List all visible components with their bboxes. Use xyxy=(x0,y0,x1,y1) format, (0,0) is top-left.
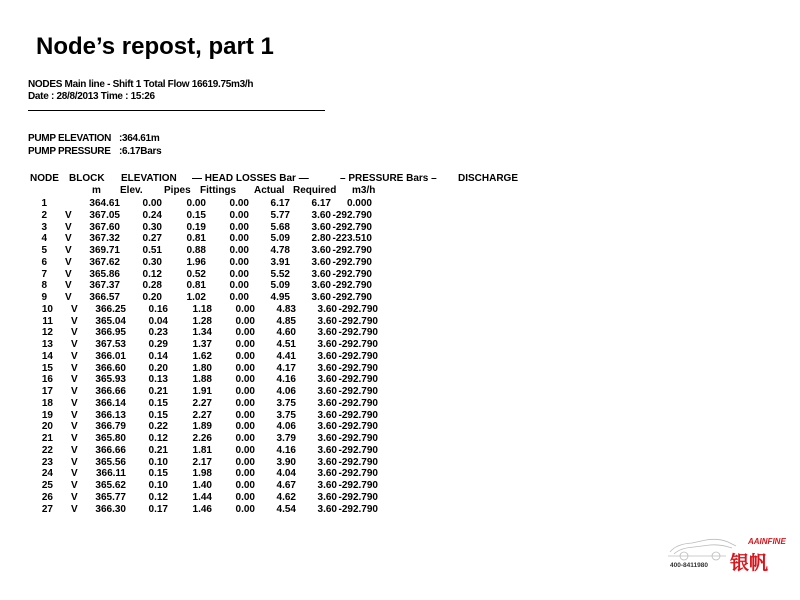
cell-discharge: -292.790 xyxy=(332,268,372,280)
cell-pipes-loss: 2.17 xyxy=(192,456,212,468)
cell-actual-pressure: 4.16 xyxy=(276,444,296,456)
table-row xyxy=(0,480,800,492)
cell-required-pressure: 3.60 xyxy=(311,280,331,292)
cell-actual-pressure: 4.54 xyxy=(276,503,296,515)
pump-pressure-value: :6.17Bars xyxy=(119,146,162,157)
cell-actual-pressure: 4.06 xyxy=(276,421,296,433)
cell-block: V xyxy=(65,221,72,233)
cell-node: 12 xyxy=(41,327,53,339)
cell-actual-pressure: 4.17 xyxy=(276,362,296,374)
cell-pipes-loss: 1.88 xyxy=(192,374,212,386)
cell-discharge: -223.510 xyxy=(332,233,372,245)
chinese-brand-text: 银帆 xyxy=(730,552,769,572)
cell-elev-loss: 0.28 xyxy=(142,280,162,292)
cell-elevation: 367.05 xyxy=(89,209,120,221)
cell-pipes-loss: 1.02 xyxy=(186,292,206,303)
cell-node: 4 xyxy=(41,233,47,245)
cell-block: V xyxy=(71,362,78,374)
cell-pipes-loss: 2.27 xyxy=(192,409,212,421)
cell-block: V xyxy=(71,456,78,468)
cell-required-pressure: 3.60 xyxy=(317,397,337,409)
cell-block: V xyxy=(65,209,72,221)
cell-elevation: 365.93 xyxy=(95,374,126,386)
col-m-unit: m xyxy=(92,185,101,196)
cell-block: V xyxy=(71,327,78,339)
cell-elevation: 365.80 xyxy=(95,433,126,444)
cell-pipes-loss: 1.34 xyxy=(192,327,212,339)
cell-elev-loss: 0.15 xyxy=(148,409,168,421)
cell-pipes-loss: 1.18 xyxy=(192,303,212,315)
col-actual-header: Actual xyxy=(254,185,285,196)
page-title: Node’s repost, part 1 xyxy=(36,33,274,60)
cell-elevation: 366.01 xyxy=(95,350,126,362)
node-table xyxy=(0,198,800,515)
table-row xyxy=(0,504,800,516)
cell-elev-loss: 0.27 xyxy=(142,233,162,245)
cell-required-pressure: 6.17 xyxy=(311,198,331,209)
table-row xyxy=(0,222,800,234)
cell-block: V xyxy=(71,339,78,350)
cell-block: V xyxy=(71,409,78,421)
cell-pipes-loss: 0.52 xyxy=(186,268,206,280)
cell-node: 15 xyxy=(41,362,53,374)
cell-required-pressure: 3.60 xyxy=(311,268,331,280)
cell-discharge: -292.790 xyxy=(332,209,372,221)
cell-fittings-loss: 0.00 xyxy=(229,256,249,268)
cell-elevation: 366.66 xyxy=(95,444,126,456)
cell-elevation: 365.77 xyxy=(95,491,126,503)
table-row xyxy=(0,292,800,304)
cell-discharge: -292.790 xyxy=(338,433,378,444)
cell-elevation: 367.53 xyxy=(95,339,126,350)
cell-elevation: 369.71 xyxy=(89,245,120,256)
cell-actual-pressure: 4.85 xyxy=(276,315,296,327)
cell-discharge: -292.790 xyxy=(338,503,378,515)
cell-discharge: -292.790 xyxy=(338,409,378,421)
cell-elevation: 366.60 xyxy=(95,362,126,374)
cell-actual-pressure: 4.16 xyxy=(276,374,296,386)
cell-required-pressure: 3.60 xyxy=(317,339,337,350)
table-row xyxy=(0,210,800,222)
cell-required-pressure: 3.60 xyxy=(311,245,331,256)
cell-discharge: -292.790 xyxy=(338,444,378,456)
cell-block: V xyxy=(71,491,78,503)
cell-block: V xyxy=(71,503,78,515)
cell-actual-pressure: 5.09 xyxy=(270,280,290,292)
cell-actual-pressure: 4.83 xyxy=(276,303,296,315)
col-required-header: Required xyxy=(293,185,337,196)
cell-elevation: 366.11 xyxy=(95,468,126,480)
cell-elevation: 365.04 xyxy=(95,315,126,327)
cell-elevation: 366.57 xyxy=(89,292,120,303)
cell-required-pressure: 3.60 xyxy=(317,468,337,480)
cell-pipes-loss: 0.81 xyxy=(186,280,206,292)
cell-pipes-loss: 1.81 xyxy=(192,444,212,456)
cell-discharge: -292.790 xyxy=(338,397,378,409)
cell-elev-loss: 0.21 xyxy=(148,386,168,397)
pump-elevation-label: PUMP ELEVATION xyxy=(28,133,112,144)
cell-elev-loss: 0.23 xyxy=(148,327,168,339)
cell-required-pressure: 3.60 xyxy=(317,491,337,503)
cell-node: 21 xyxy=(41,433,53,444)
car-outline-icon xyxy=(668,539,736,560)
cell-elev-loss: 0.15 xyxy=(148,397,168,409)
cell-pipes-loss: 1.40 xyxy=(192,480,212,491)
cell-required-pressure: 3.60 xyxy=(317,362,337,374)
cell-fittings-loss: 0.00 xyxy=(235,480,255,491)
cell-elev-loss: 0.14 xyxy=(148,350,168,362)
col-elev-header: Elev. xyxy=(120,185,143,196)
cell-pipes-loss: 1.62 xyxy=(192,350,212,362)
cell-required-pressure: 3.60 xyxy=(317,503,337,515)
cell-fittings-loss: 0.00 xyxy=(235,409,255,421)
cell-node: 22 xyxy=(41,444,53,456)
cell-pipes-loss: 1.91 xyxy=(192,386,212,397)
cell-elevation: 367.60 xyxy=(89,221,120,233)
company-logo xyxy=(666,532,786,572)
cell-node: 23 xyxy=(41,456,53,468)
table-row xyxy=(0,363,800,375)
cell-discharge: -292.790 xyxy=(332,221,372,233)
cell-elevation: 367.37 xyxy=(89,280,120,292)
cell-actual-pressure: 4.60 xyxy=(276,327,296,339)
cell-required-pressure: 3.60 xyxy=(317,350,337,362)
cell-elev-loss: 0.21 xyxy=(148,444,168,456)
pump-elevation-value: :364.61m xyxy=(119,133,160,144)
table-row xyxy=(0,198,800,210)
cell-elev-loss: 0.10 xyxy=(148,480,168,491)
cell-elev-loss: 0.51 xyxy=(142,245,162,256)
cell-node: 9 xyxy=(41,292,47,303)
cell-actual-pressure: 4.51 xyxy=(276,339,296,350)
table-row xyxy=(0,398,800,410)
cell-elev-loss: 0.22 xyxy=(148,421,168,433)
table-row xyxy=(0,457,800,469)
cell-block: V xyxy=(65,245,72,256)
cell-discharge: -292.790 xyxy=(338,480,378,491)
cell-node: 26 xyxy=(41,491,53,503)
table-header-main xyxy=(0,173,800,185)
cell-discharge: -292.790 xyxy=(332,280,372,292)
cell-elevation: 366.66 xyxy=(95,386,126,397)
cell-node: 17 xyxy=(41,386,53,397)
cell-discharge: -292.790 xyxy=(338,350,378,362)
cell-required-pressure: 3.60 xyxy=(311,221,331,233)
col-m3h-unit: m3/h xyxy=(352,185,376,196)
cell-actual-pressure: 5.09 xyxy=(270,233,290,245)
cell-node: 8 xyxy=(41,280,47,292)
col-elevation-header: ELEVATION xyxy=(121,173,177,184)
cell-actual-pressure: 4.78 xyxy=(270,245,290,256)
cell-actual-pressure: 4.04 xyxy=(276,468,296,480)
cell-fittings-loss: 0.00 xyxy=(235,327,255,339)
cell-fittings-loss: 0.00 xyxy=(235,456,255,468)
cell-elev-loss: 0.00 xyxy=(142,198,162,209)
cell-elevation: 366.13 xyxy=(95,409,126,421)
cell-block: V xyxy=(71,421,78,433)
cell-elev-loss: 0.12 xyxy=(142,268,162,280)
cell-fittings-loss: 0.00 xyxy=(235,433,255,444)
cell-node: 25 xyxy=(41,480,53,491)
cell-block: V xyxy=(71,444,78,456)
cell-required-pressure: 3.60 xyxy=(317,327,337,339)
cell-elevation: 365.86 xyxy=(89,268,120,280)
pump-pressure-label: PUMP PRESSURE xyxy=(28,146,111,157)
cell-elev-loss: 0.13 xyxy=(148,374,168,386)
cell-fittings-loss: 0.00 xyxy=(235,503,255,515)
cell-fittings-loss: 0.00 xyxy=(235,303,255,315)
cell-block: V xyxy=(71,433,78,444)
cell-fittings-loss: 0.00 xyxy=(235,350,255,362)
cell-node: 27 xyxy=(41,503,53,515)
cell-fittings-loss: 0.00 xyxy=(229,233,249,245)
cell-elev-loss: 0.30 xyxy=(142,221,162,233)
table-row xyxy=(0,468,800,480)
cell-pipes-loss: 0.00 xyxy=(186,198,206,209)
cell-block: V xyxy=(65,268,72,280)
cell-required-pressure: 3.60 xyxy=(317,409,337,421)
cell-pipes-loss: 0.19 xyxy=(186,221,206,233)
cell-actual-pressure: 4.62 xyxy=(276,491,296,503)
cell-actual-pressure: 3.79 xyxy=(276,433,296,444)
table-row xyxy=(0,269,800,281)
table-row xyxy=(0,257,800,269)
cell-discharge: -292.790 xyxy=(338,456,378,468)
cell-discharge: -292.790 xyxy=(332,292,372,303)
table-row xyxy=(0,280,800,292)
cell-required-pressure: 3.60 xyxy=(317,433,337,444)
cell-required-pressure: 3.60 xyxy=(311,292,331,303)
cell-discharge: -292.790 xyxy=(338,374,378,386)
cell-block: V xyxy=(65,256,72,268)
cell-actual-pressure: 4.41 xyxy=(276,350,296,362)
col-discharge-header: DISCHARGE xyxy=(458,173,519,184)
cell-actual-pressure: 5.52 xyxy=(270,268,290,280)
cell-pipes-loss: 1.80 xyxy=(192,362,212,374)
cell-elevation: 366.30 xyxy=(95,503,126,515)
cell-elev-loss: 0.20 xyxy=(142,292,162,303)
cell-actual-pressure: 3.75 xyxy=(276,409,296,421)
cell-pipes-loss: 1.28 xyxy=(192,315,212,327)
cell-elev-loss: 0.24 xyxy=(142,209,162,221)
cell-fittings-loss: 0.00 xyxy=(229,268,249,280)
cell-pipes-loss: 0.15 xyxy=(186,209,206,221)
cell-fittings-loss: 0.00 xyxy=(229,292,249,303)
table-row xyxy=(0,433,800,445)
cell-elevation: 365.62 xyxy=(95,480,126,491)
cell-node: 20 xyxy=(41,421,53,433)
cell-discharge: -292.790 xyxy=(338,468,378,480)
table-row xyxy=(0,421,800,433)
cell-required-pressure: 3.60 xyxy=(317,421,337,433)
cell-elev-loss: 0.04 xyxy=(148,315,168,327)
cell-block: V xyxy=(71,386,78,397)
cell-required-pressure: 3.60 xyxy=(317,480,337,491)
cell-required-pressure: 2.80 xyxy=(311,233,331,245)
cell-block: V xyxy=(65,292,72,303)
cell-block: V xyxy=(65,233,72,245)
cell-block: V xyxy=(71,350,78,362)
cell-block: V xyxy=(71,468,78,480)
cell-node: 7 xyxy=(41,268,47,280)
table-header-sub xyxy=(0,185,800,197)
cell-elevation: 367.62 xyxy=(89,256,120,268)
cell-elevation: 367.32 xyxy=(89,233,120,245)
cell-actual-pressure: 3.90 xyxy=(276,456,296,468)
cell-actual-pressure: 5.77 xyxy=(270,209,290,221)
col-pipes-header: Pipes xyxy=(164,185,191,196)
cell-node: 1 xyxy=(41,198,47,209)
table-row xyxy=(0,410,800,422)
col-head-losses-header: — HEAD LOSSES Bar — xyxy=(192,173,309,184)
cell-required-pressure: 3.60 xyxy=(317,374,337,386)
table-row xyxy=(0,445,800,457)
cell-node: 11 xyxy=(42,315,53,327)
cell-elevation: 366.79 xyxy=(95,421,126,433)
cell-elevation: 366.14 xyxy=(95,397,126,409)
cell-node: 10 xyxy=(41,303,53,315)
cell-discharge: -292.790 xyxy=(332,256,372,268)
cell-fittings-loss: 0.00 xyxy=(235,339,255,350)
cell-elev-loss: 0.15 xyxy=(148,468,168,480)
table-row xyxy=(0,492,800,504)
cell-actual-pressure: 5.68 xyxy=(270,221,290,233)
cell-node: 24 xyxy=(41,468,53,480)
cell-elev-loss: 0.12 xyxy=(148,433,168,444)
cell-node: 14 xyxy=(41,350,53,362)
cell-actual-pressure: 3.75 xyxy=(276,397,296,409)
cell-node: 5 xyxy=(41,245,47,256)
cell-elev-loss: 0.16 xyxy=(148,303,168,315)
table-row xyxy=(0,245,800,257)
cell-elevation: 366.95 xyxy=(95,327,126,339)
table-row xyxy=(0,327,800,339)
cell-fittings-loss: 0.00 xyxy=(235,374,255,386)
cell-fittings-loss: 0.00 xyxy=(235,362,255,374)
cell-required-pressure: 3.60 xyxy=(317,444,337,456)
cell-node: 19 xyxy=(41,409,53,421)
cell-fittings-loss: 0.00 xyxy=(229,280,249,292)
cell-node: 13 xyxy=(41,339,53,350)
cell-elev-loss: 0.12 xyxy=(148,491,168,503)
cell-block: V xyxy=(71,303,78,315)
table-row xyxy=(0,386,800,398)
cell-discharge: 0.000 xyxy=(346,198,372,209)
cell-elev-loss: 0.17 xyxy=(148,503,168,515)
cell-discharge: -292.790 xyxy=(338,315,378,327)
cell-node: 18 xyxy=(41,397,53,409)
cell-block: V xyxy=(71,397,78,409)
cell-actual-pressure: 3.91 xyxy=(270,256,290,268)
table-row xyxy=(0,351,800,363)
cell-pipes-loss: 2.26 xyxy=(192,433,212,444)
cell-node: 3 xyxy=(41,221,47,233)
cell-actual-pressure: 6.17 xyxy=(270,198,290,209)
cell-fittings-loss: 0.00 xyxy=(235,397,255,409)
brand-text: AAINFINE xyxy=(748,537,786,546)
table-row xyxy=(0,374,800,386)
cell-pipes-loss: 1.37 xyxy=(192,339,212,350)
cell-fittings-loss: 0.00 xyxy=(235,421,255,433)
cell-actual-pressure: 4.06 xyxy=(276,386,296,397)
cell-elevation: 366.25 xyxy=(95,303,126,315)
cell-discharge: -292.790 xyxy=(338,491,378,503)
cell-required-pressure: 3.60 xyxy=(317,315,337,327)
cell-fittings-loss: 0.00 xyxy=(229,198,249,209)
cell-elev-loss: 0.20 xyxy=(148,362,168,374)
cell-actual-pressure: 4.95 xyxy=(270,292,290,303)
cell-node: 6 xyxy=(41,256,47,268)
col-node-header: NODE xyxy=(30,173,59,184)
cell-fittings-loss: 0.00 xyxy=(229,221,249,233)
cell-elevation: 364.61 xyxy=(89,198,120,209)
cell-block: V xyxy=(71,480,78,491)
cell-required-pressure: 3.60 xyxy=(317,386,337,397)
cell-block: V xyxy=(71,315,78,327)
cell-pipes-loss: 1.96 xyxy=(186,256,206,268)
cell-elev-loss: 0.10 xyxy=(148,456,168,468)
cell-pipes-loss: 0.88 xyxy=(186,245,206,256)
table-row xyxy=(0,339,800,351)
cell-discharge: -292.790 xyxy=(338,362,378,374)
cell-node: 2 xyxy=(41,209,47,221)
cell-pipes-loss: 0.81 xyxy=(186,233,206,245)
cell-discharge: -292.790 xyxy=(338,327,378,339)
cell-fittings-loss: 0.00 xyxy=(235,468,255,480)
col-fittings-header: Fittings xyxy=(200,185,237,196)
cell-pipes-loss: 1.44 xyxy=(192,491,212,503)
cell-discharge: -292.790 xyxy=(338,421,378,433)
cell-elev-loss: 0.30 xyxy=(142,256,162,268)
report-date-line: Date : 28/8/2013 Time : 15:26 xyxy=(28,91,155,102)
cell-block: V xyxy=(71,374,78,386)
cell-fittings-loss: 0.00 xyxy=(235,491,255,503)
cell-pipes-loss: 1.98 xyxy=(192,468,212,480)
cell-required-pressure: 3.60 xyxy=(311,256,331,268)
table-row xyxy=(0,304,800,316)
cell-fittings-loss: 0.00 xyxy=(229,209,249,221)
cell-discharge: -292.790 xyxy=(332,245,372,256)
cell-fittings-loss: 0.00 xyxy=(235,444,255,456)
cell-pipes-loss: 2.27 xyxy=(192,397,212,409)
cell-discharge: -292.790 xyxy=(338,339,378,350)
table-row xyxy=(0,316,800,328)
header-divider xyxy=(28,110,325,111)
cell-elev-loss: 0.29 xyxy=(148,339,168,350)
cell-required-pressure: 3.60 xyxy=(317,456,337,468)
cell-fittings-loss: 0.00 xyxy=(235,315,255,327)
cell-discharge: -292.790 xyxy=(338,303,378,315)
cell-elevation: 365.56 xyxy=(95,456,126,468)
cell-pipes-loss: 1.46 xyxy=(192,503,212,515)
phone-text: 400-8411980 xyxy=(670,562,708,569)
report-header-line: NODES Main line - Shift 1 Total Flow 16619.75m3/h xyxy=(28,79,254,90)
cell-fittings-loss: 0.00 xyxy=(235,386,255,397)
table-row xyxy=(0,233,800,245)
cell-block: V xyxy=(65,280,72,292)
cell-pipes-loss: 1.89 xyxy=(192,421,212,433)
col-pressure-header: – PRESSURE Bars – xyxy=(340,173,437,184)
cell-fittings-loss: 0.00 xyxy=(229,245,249,256)
cell-required-pressure: 3.60 xyxy=(317,303,337,315)
cell-required-pressure: 3.60 xyxy=(311,209,331,221)
col-block-header: BLOCK xyxy=(69,173,105,184)
cell-actual-pressure: 4.67 xyxy=(276,480,296,491)
cell-node: 16 xyxy=(41,374,53,386)
cell-discharge: -292.790 xyxy=(338,386,378,397)
